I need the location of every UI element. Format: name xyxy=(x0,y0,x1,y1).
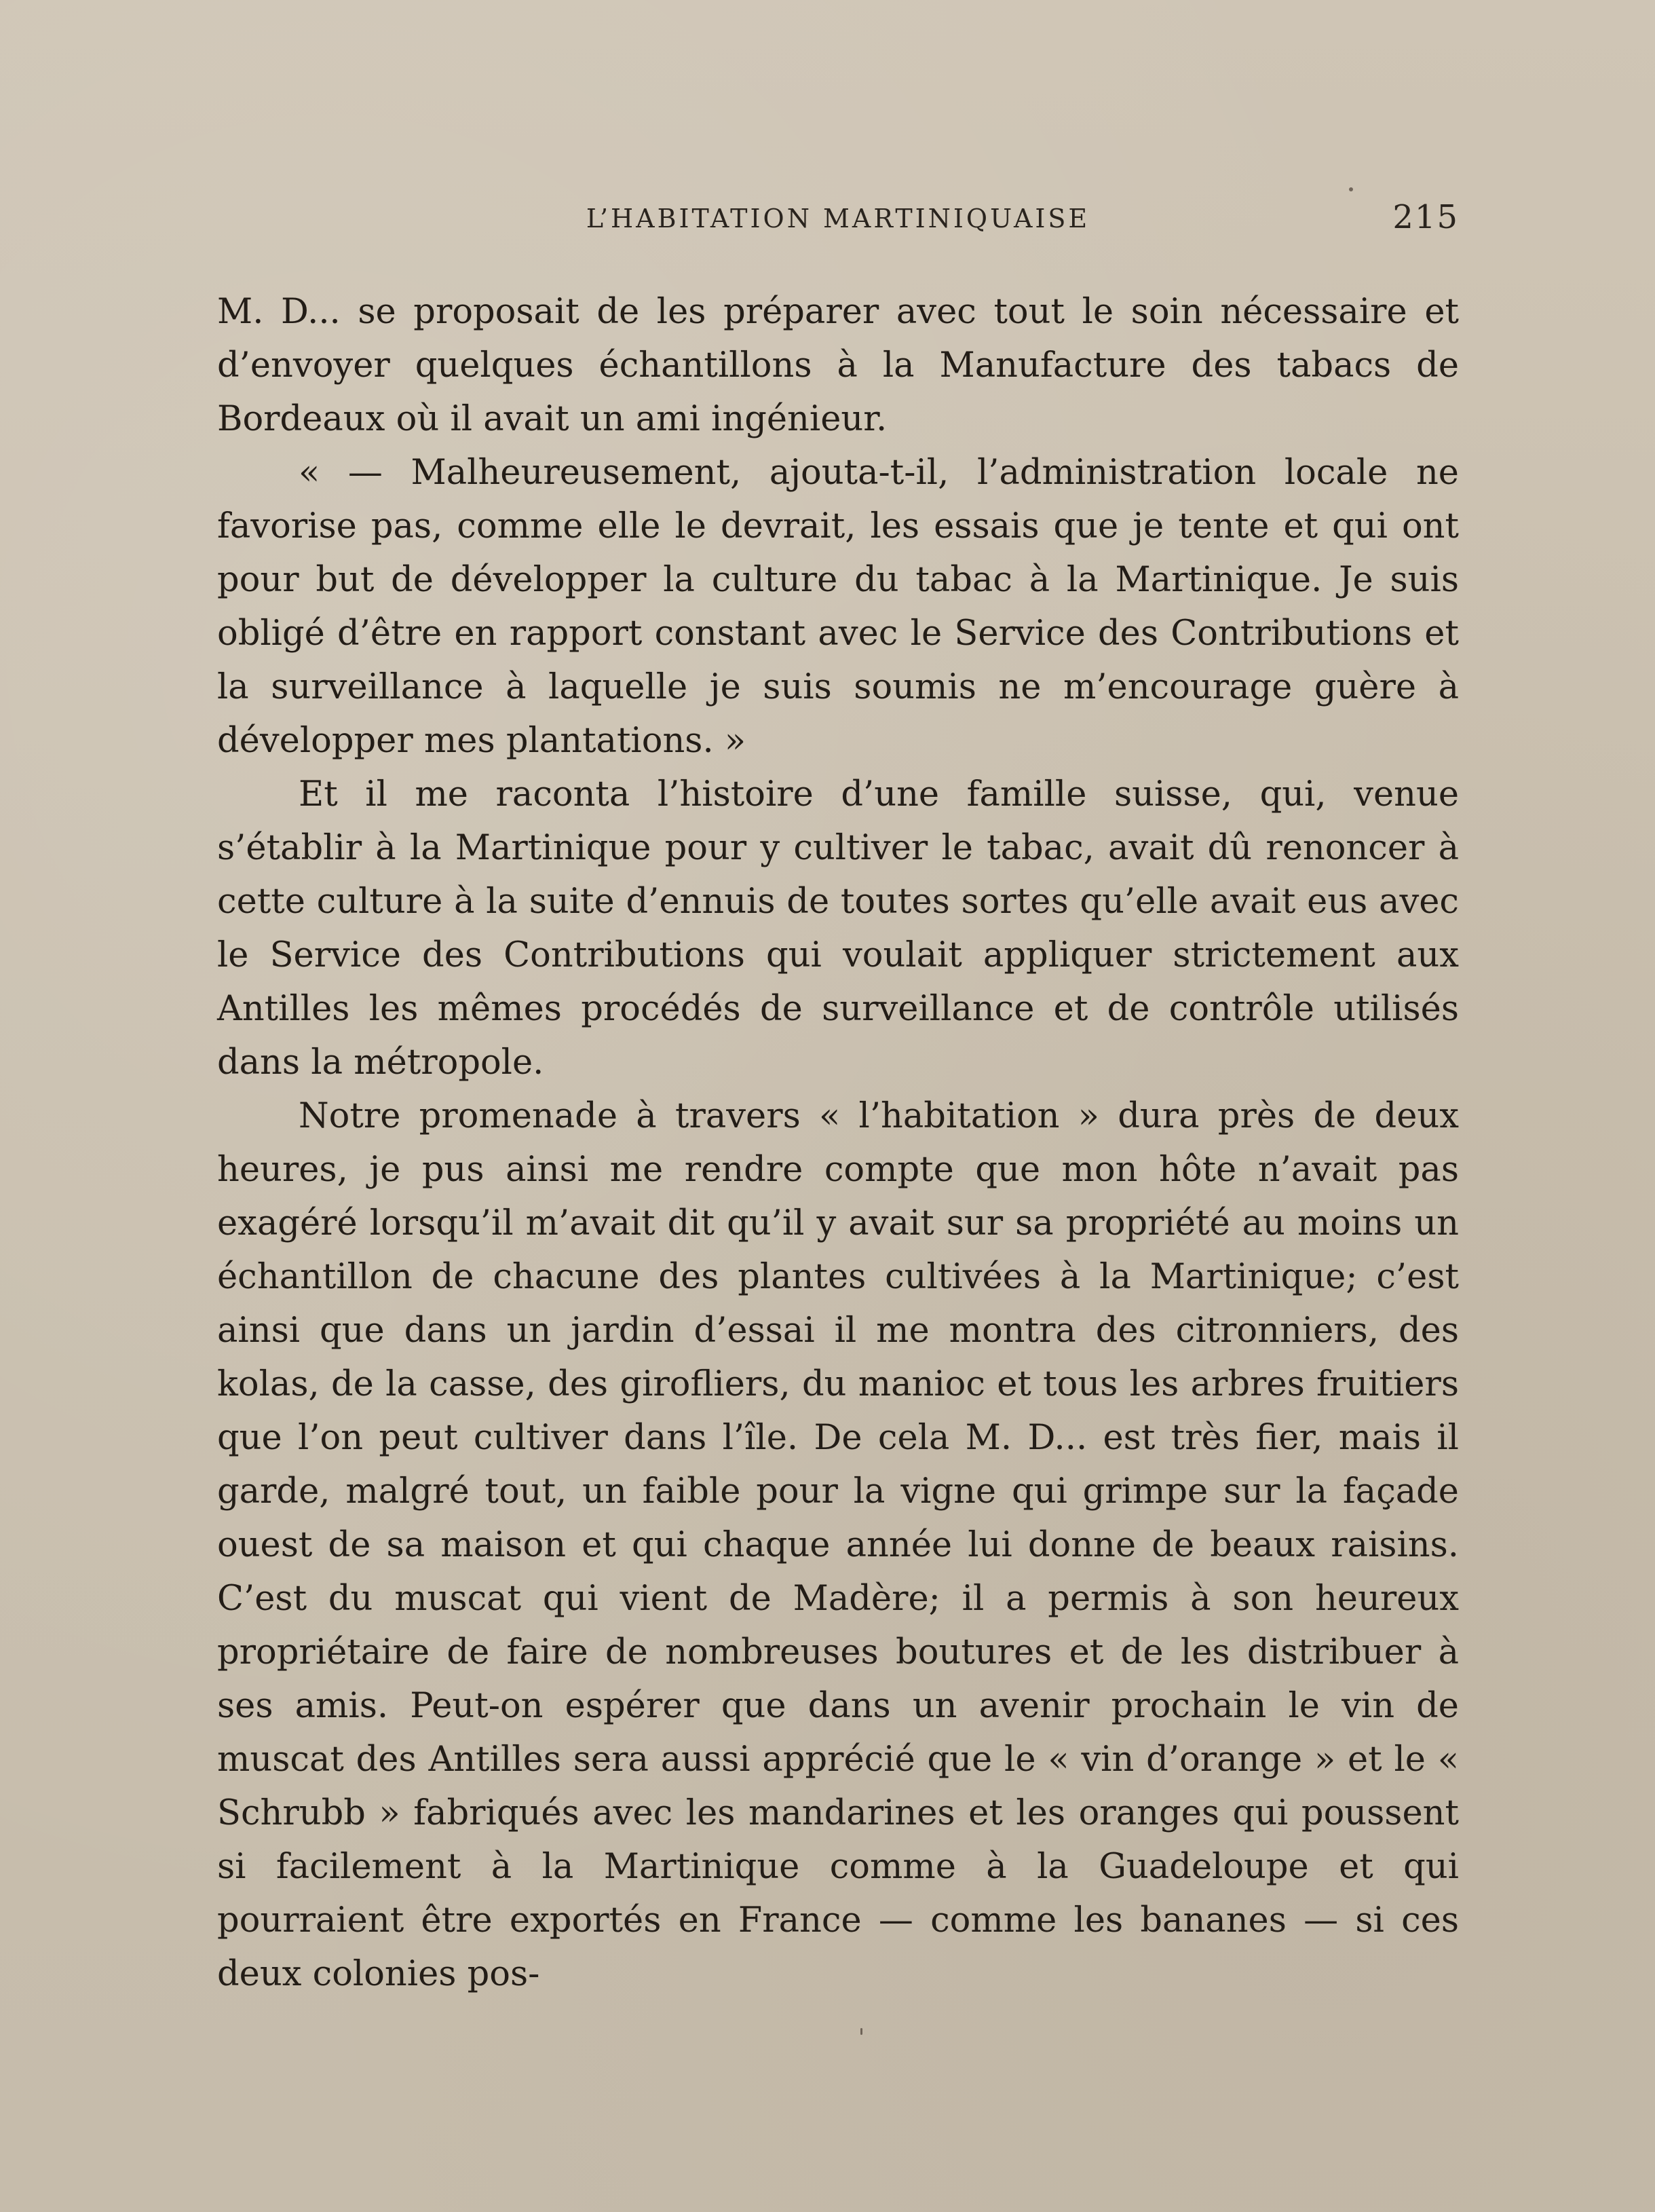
paragraph: « — Malheureusement, ajouta-t-il, l’administration locale ne favorise pas, comme elle le devrait, les essais que je tente et qui ont pour but de développer la culture du tabac à la Martinique. Je suis obligé d’être en rapport constant avec le Service des Contributions et la surveillance à laquelle je suis soumis ne m’encourage guère à développer mes plantations. » xyxy=(217,453,1459,761)
paragraph: M. D... se proposait de les préparer avec tout le soin nécessaire et d’envoyer quelques échantillons à la Manufacture des tabacs de Bordeaux où il avait un ami ingénieur. xyxy=(217,292,1459,439)
running-title: L’HABITATION MARTINIQUAISE xyxy=(586,204,1090,233)
paragraph: Et il me raconta l’histoire d’une famille suisse, qui, venue s’établir à la Martinique pour y cultiver le tabac, avait dû renoncer à cette culture à la suite d’ennuis de toutes sortes qu’elle avait eus avec le Service des Contributions qui voulait appliquer strictement aux Antilles les mêmes procédés de surveillance et de contrôle utilisés dans la métropole. xyxy=(217,774,1459,1083)
paper-speck xyxy=(860,2028,862,2035)
paragraph: Notre promenade à travers « l’habitation » dura près de deux heures, je pus ainsi me rendre compte que mon hôte n’avait pas exagéré lorsqu’il m’avait dit qu’il y avait sur sa propriété au moins un échantillon de chacune des plantes cultivées à la Martinique; c’est ainsi que dans un jardin d’essai il me montra des citronniers, des kolas, de la casse, des girofliers, du manioc et tous les arbres fruitiers que l’on peut cultiver dans l’île. De cela M. D... est très fier, mais il garde, malgré tout, un faible pour la vigne qui grimpe sur la façade ouest de sa maison et qui chaque année lui donne de beaux raisins. C’est du muscat qui vient de Madère; il a permis à son heureux propriétaire de faire de nombreuses boutures et de les distribuer à ses amis. Peut-on espérer que dans un avenir prochain le vin de muscat des Antilles sera aussi apprécié que le « vin d’orange » et le « Schrubb » fabriqués avec les mandarines et les oranges qui poussent si facilement à la Martinique comme à la Guadeloupe et qui pourraient être exportés en France — comme les bananes — si ces deux colonies pos- xyxy=(217,1096,1459,1994)
page-number: 215 xyxy=(1392,198,1459,236)
text-body xyxy=(217,285,1459,2001)
running-head xyxy=(217,198,1459,246)
paper-speck xyxy=(1349,187,1353,191)
